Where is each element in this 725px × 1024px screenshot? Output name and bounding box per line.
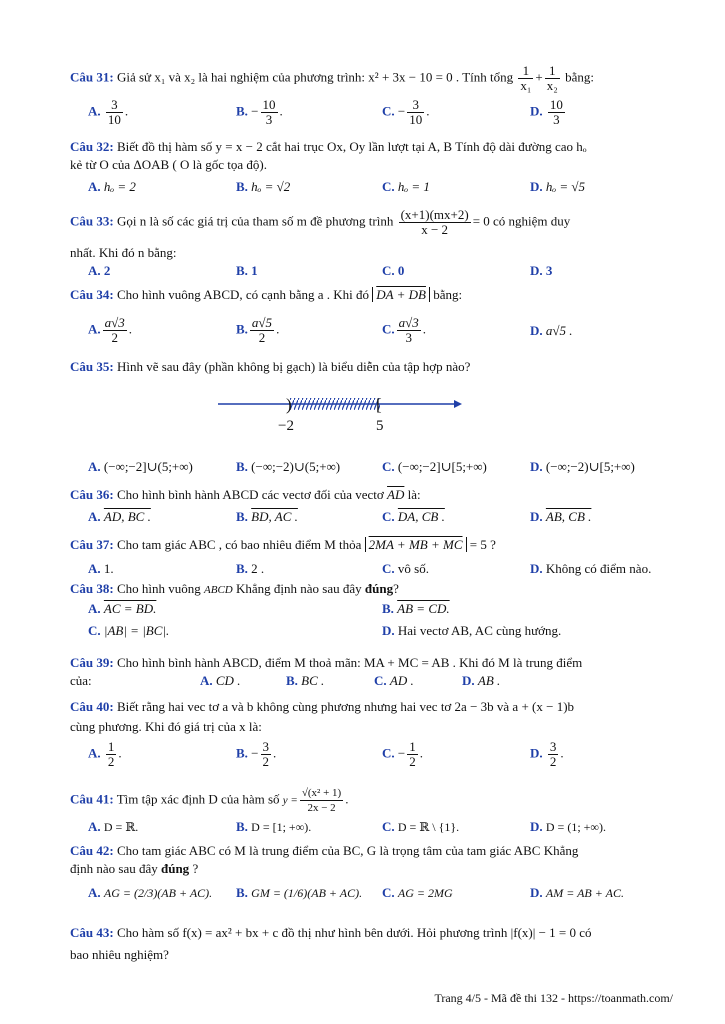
question-36: Câu 36: Cho hình bình hành ABCD các vectơ đối của vectơ $\overline{AD}$ là: [70, 487, 421, 502]
q36-option-b[interactable]: B. BD, AC . [236, 509, 298, 524]
q41-option-a[interactable]: A. D = ℝ. [88, 819, 139, 834]
q39-option-d[interactable]: D. AB . [462, 673, 501, 688]
q37-option-a[interactable]: A. 1. [88, 561, 114, 576]
q34-option-d[interactable]: D. a√5 . [530, 323, 573, 338]
question-43-line2: bao nhiêu nghiệm? [70, 947, 169, 962]
q36-option-a[interactable]: A. AD, BC . [88, 509, 151, 524]
q32-option-c[interactable]: C. hₒ = 1 [382, 179, 430, 194]
question-42-line2: định nào sau đây đúng ? [70, 861, 199, 876]
q33-option-c[interactable]: C. 0 [382, 263, 405, 278]
question-32-line2: kẻ từ O của ΔOAB ( O là gốc tọa độ). [70, 157, 267, 172]
q32-option-d[interactable]: D. hₒ = √5 [530, 179, 586, 194]
q39-option-c[interactable]: C. AD . [374, 673, 414, 688]
q41-option-b[interactable]: B. D = [1; +∞). [236, 819, 312, 834]
q38-option-c[interactable]: C. |AB| = |BC|. [88, 623, 170, 638]
question-42: Câu 42: Cho tam giác ABC có M là trung điểm của BC, G là trọng tâm của tam giác ABC Khẳng [70, 843, 579, 858]
question-31: Câu 31: Giả sử x₁ và x₂ là hai nghiệm của phương trình: x² + 3x − 10 = 0 . Tính tổng $\frac{1}{\text{x₁}}$ + $\frac{1}{\text{x₂}}$ bằng: [70, 63, 594, 93]
tick-label-5: 5 [376, 418, 384, 434]
q36-option-d[interactable]: D. AB, CB . [530, 509, 592, 524]
q40-option-b[interactable]: B. − $\frac{3}{2}$ . [236, 739, 277, 769]
q37-option-c[interactable]: C. vô số. [382, 561, 429, 576]
q38-option-b[interactable]: B. AB = CD. [382, 601, 450, 616]
q42-option-a[interactable]: A. AG = (2/3)(AB + AC). [88, 885, 213, 900]
question-32: Câu 32: Biết đồ thị hàm số y = x − 2 cắt hai trục Ox, Oy lần lượt tại A, B Tính độ dài đường cao hₒ [70, 139, 587, 154]
q40-option-c[interactable]: C. − $\frac{1}{2}$ . [382, 739, 423, 769]
q37-option-b[interactable]: B. 2 . [236, 561, 265, 576]
q35-option-a[interactable]: A. (−∞;−2]∪(5;+∞) [88, 459, 193, 474]
question-35: Câu 35: Hình vẽ sau đây (phần không bị gạch) là biểu diễn của tập hợp nào? [70, 359, 471, 374]
q39-option-a[interactable]: A. CD . [200, 673, 241, 688]
q40-option-d[interactable]: D. $\frac{3}{2}$ . [530, 739, 564, 769]
q41-option-c[interactable]: C. D = ℝ \ {1}. [382, 819, 460, 834]
q35-option-c[interactable]: C. (−∞;−2]∪[5;+∞) [382, 459, 487, 474]
question-39-line2: của: [70, 673, 92, 688]
q31-option-d[interactable]: D. $\frac{10}{3}$ [530, 97, 563, 127]
q36-option-c[interactable]: C. DA, CB . [382, 509, 445, 524]
q34-option-c[interactable]: C. $\frac{a√3}{3}$ . [382, 315, 427, 345]
question-41: Câu 41: Tìm tập xác định D của hàm số y = $\frac{\text{√(x² + 1)}}{2x - 2}$ . [70, 787, 349, 814]
q35-option-d[interactable]: D. (−∞;−2)∪[5;+∞) [530, 459, 635, 474]
hatched-region [290, 398, 380, 410]
q38-option-a[interactable]: A. AC = BD. [88, 601, 157, 616]
arrow-head-icon [454, 400, 462, 408]
q34-option-a[interactable]: A. $\frac{a√3}{2}$ . [88, 315, 133, 345]
q31-option-a[interactable]: A. $\frac{3}{10}$ . [88, 97, 129, 127]
q34-option-b[interactable]: B. $\frac{a√5}{2}$ . [236, 315, 280, 345]
q38-option-d[interactable]: D. Hai vectơ AB, AC cùng hướng. [382, 623, 562, 638]
q39-option-b[interactable]: B. BC . [286, 673, 325, 688]
number-line-figure [210, 390, 470, 435]
question-40-line2: cùng phương. Khi đó giá trị của x là: [70, 719, 262, 734]
question-43: Câu 43: Cho hàm số f(x) = ax² + bx + c đồ thị như hình bên dưới. Hỏi phương trình |f(x)| − 1 = 0 có [70, 925, 592, 940]
q33-option-b[interactable]: B. 1 [236, 263, 258, 278]
q37-option-d[interactable]: D. Không có điểm nào. [530, 561, 652, 576]
q42-option-c[interactable]: C. AG = 2MG [382, 885, 453, 900]
tick-label-minus-2: −2 [278, 418, 294, 434]
q33-option-a[interactable]: A. 2 [88, 263, 111, 278]
bracket-right: [ [376, 395, 382, 414]
q40-option-a[interactable]: A. $\frac{1}{2}$ . [88, 739, 122, 769]
bracket-left: ) [286, 395, 292, 414]
q33-option-d[interactable]: D. 3 [530, 263, 553, 278]
question-37: Câu 37: Cho tam giác ABC , có bao nhiêu điểm M thỏa 2MA + MB + MC = 5 ? [70, 537, 496, 552]
q42-option-d[interactable]: D. AM = AB + AC. [530, 885, 624, 900]
question-34: Câu 34: Cho hình vuông ABCD, có cạnh bằng a . Khi đó DA + DB bằng: [70, 287, 463, 302]
q32-option-b[interactable]: B. hₒ = √2 [236, 179, 291, 194]
q31-option-b[interactable]: B. − $\frac{10}{3}$ . [236, 97, 283, 127]
q35-option-b[interactable]: B. (−∞;−2)∪(5;+∞) [236, 459, 341, 474]
question-33-line2: nhất. Khi đó n bằng: [70, 245, 177, 260]
question-33: Câu 33: Gọi n là số các giá trị của tham số m đề phương trình $\frac{(x+1)(mx+2)}{x - 2}$ = 0 có nghiệm duy [70, 207, 571, 237]
question-38: Câu 38: Cho hình vuông ABCD Khẳng định nào sau đây đúng? [70, 581, 399, 596]
q42-option-b[interactable]: B. GM = (1/6)(AB + AC). [236, 885, 363, 900]
question-40: Câu 40: Biết rằng hai vec tơ a và b không cùng phương nhưng hai vec tơ 2a − 3b và a + (x − 1)b [70, 699, 575, 714]
page-footer: Trang 4/5 - Mã đề thi 132 - https://toanmath.com/ [434, 991, 673, 1005]
q41-option-d[interactable]: D. D = (1; +∞). [530, 819, 606, 834]
question-39: Câu 39: Cho hình bình hành ABCD, điểm M thoả mãn: MA + MC = AB . Khi đó M là trung điểm [70, 655, 583, 670]
q32-option-a[interactable]: A. hₒ = 2 [88, 179, 136, 194]
q31-option-c[interactable]: C. − $\frac{3}{10}$ . [382, 97, 430, 127]
